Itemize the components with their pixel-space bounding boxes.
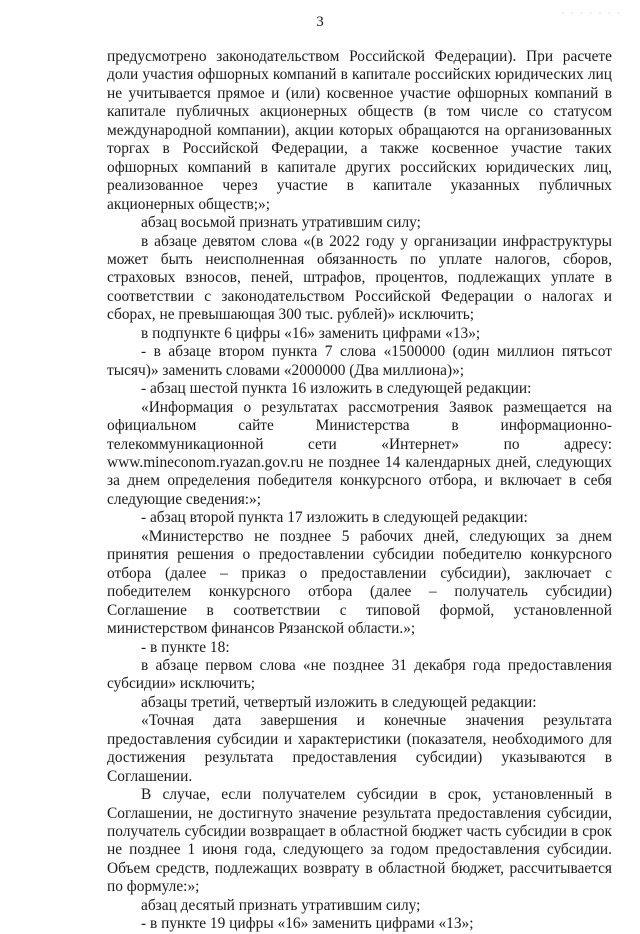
paragraph: В случае, если получателем субсидии в срок, установленный в Соглашении, не достигнуто значение результата предоставления субсидии, получатель субсидии возвращает в областной бюджет часть субсидии в срок не позднее 1 июня года, следующего за годом предоставления субсидии. Объем средств, подлежащих возврату в областной бюджет, рассчитывается по формуле:»;: [107, 786, 612, 896]
paragraph: - в пункте 19 цифры «16» заменить цифрами «13»;: [141, 915, 474, 933]
paragraph: в абзаце первом слова «не позднее 31 декабря года предоставления субсидии» исключить;: [107, 656, 612, 693]
scan-artifact: · · · · · · ·: [561, 8, 622, 18]
paragraph: - абзац второй пункта 17 изложить в следующей редакции:: [141, 509, 528, 527]
page-number: 3: [316, 14, 324, 30]
paragraph: в подпункте 6 цифры «16» заменить цифрами «13»;: [141, 324, 481, 342]
paragraph: «Точная дата завершения и конечные значения результата предоставления субсидии и характеристики (показателя, необходимого для достижения результата предоставления субсидии) указываются в Соглашении.: [107, 712, 612, 785]
paragraph: в абзаце девятом слова «(в 2022 году у организации инфраструктуры может быть неисполненная обязанность по уплате налогов, сборов, страховых взносов, пеней, штрафов, процентов, подлежащих уплате в соответствии с законодательством Российской Федерации о налогах и сборах, не превышающая 300 тыс. рублей)» исключить;: [107, 232, 612, 324]
paragraph: - в абзаце втором пункта 7 слова «1500000 (один миллион пятьсот тысяч)» заменить словами «2000000 (Два миллиона)»;: [107, 343, 612, 379]
paragraph: абзац десятый признать утратившим силу;: [141, 896, 421, 914]
document-body: [107, 48, 612, 934]
paragraph: - в пункте 18:: [141, 638, 230, 656]
paragraph: абзац восьмой признать утратившим силу;: [141, 214, 421, 232]
paragraph: «Министерство не позднее 5 рабочих дней, следующих за днем принятия решения о предоставлении субсидии победителю конкурсного отбора (далее – приказ о предоставлении субсидии), заключает с победителем конкурсного отбора (далее – получатель субсидии) Соглашение в соответствии с типовой формой, установленной министерством финансов Рязанской области.»;: [107, 527, 612, 638]
paragraph-continuation: предусмотрено законодательством Российской Федерации). При расчете доли участия офшорных компаний в капитале российских юридических лиц не учитывается прямое и (или) косвенное участие офшорных компаний в капитале публичных акционерных обществ (в том числе со статусом международной компании), акции которых обращаются на организованных торгах в Российской Федерации, а также косвенное участие таких офшорных компаний в капитале других российских юридических лиц, реализованное через участие в капитале указанных публичных акционерных обществ;»;: [107, 48, 612, 213]
paragraph: абзацы третий, четвертый изложить в следующей редакции:: [141, 693, 537, 711]
paragraph: «Информация о результатах рассмотрения Заявок размещается на официальном сайте Министерства в информационно-телекоммуникационной сети «Интернет» по адресу: www.mineconom.ryazan.gov.ru не позднее 14 календарных дней, следующих за днем определения победителя конкурсного отбора, и включает в себя следующие сведения:»;: [107, 398, 612, 508]
paragraph: - абзац шестой пункта 16 изложить в следующей редакции:: [141, 380, 532, 398]
